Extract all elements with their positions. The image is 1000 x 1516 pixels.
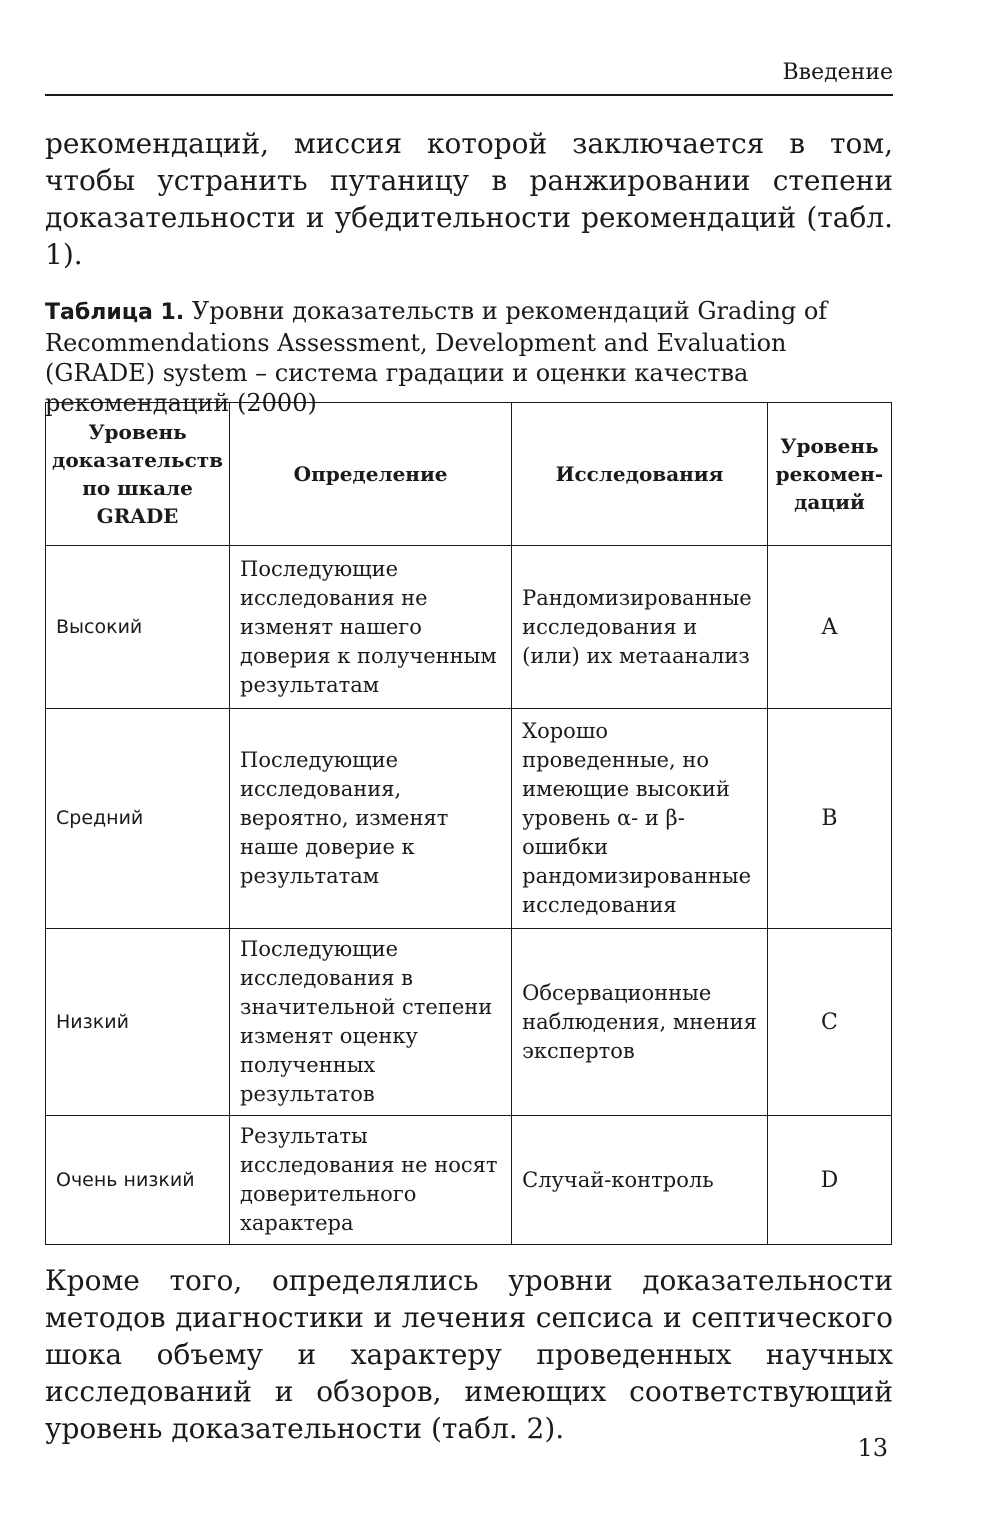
cell-recommendation: D: [767, 1116, 891, 1245]
paragraph-top: рекомендаций, миссия которой заключается в том, чтобы устранить путаницу в ранжировании степени доказательности и убедительности рекомендаций (табл. 1).: [45, 127, 893, 271]
cell-recommendation: A: [767, 546, 891, 709]
cell-definition: Результаты исследования не носят доверительного характера: [230, 1116, 512, 1245]
table-caption-text: Уровни доказательств и рекомендаций Grading of Recommendations Assessment, Development and Evaluation (GRADE) system – система градации и оценки качества рекомендаций (2000): [45, 297, 828, 417]
paragraph-bottom: Кроме того, определялись уровни доказательности методов диагностики и лечения сепсиса и септического шока объему и характеру проведенных научных исследований и обзоров, имеющих соответствующий уровень доказательности (табл. 2).: [45, 1264, 893, 1445]
header-title: Введение: [782, 60, 893, 85]
table-row: [46, 546, 892, 709]
table-row: [46, 929, 892, 1116]
table-caption: [45, 296, 893, 418]
table-header-row: [46, 403, 892, 546]
table-caption-label: Таблица 1.: [45, 300, 185, 325]
running-header: [45, 60, 893, 96]
table-row: [46, 1116, 892, 1245]
cell-studies: Рандомизированные исследования и (или) их метаанализ: [512, 546, 768, 709]
cell-studies: Хорошо проведенные, но имеющие высокий уровень α- и β-ошибки рандомизированные исследования: [512, 709, 768, 929]
header-studies: Исследования: [512, 403, 768, 546]
cell-definition: Последующие исследования не изменят нашего доверия к полученным результатам: [230, 546, 512, 709]
cell-level: Средний: [46, 709, 230, 929]
cell-definition: Последующие исследования в значительной степени изменят оценку полученных результатов: [230, 929, 512, 1116]
cell-studies: Обсервационные наблюдения, мнения экспертов: [512, 929, 768, 1116]
cell-definition: Последующие исследования, вероятно, изменят наше доверие к результатам: [230, 709, 512, 929]
header-definition: Определение: [230, 403, 512, 546]
cell-studies: Случай-контроль: [512, 1116, 768, 1245]
cell-level: Высокий: [46, 546, 230, 709]
table-row: [46, 709, 892, 929]
cell-recommendation: C: [767, 929, 891, 1116]
header-evidence-level: Уровень доказательств по шкале GRADE: [46, 403, 230, 546]
cell-recommendation: B: [767, 709, 891, 929]
page-number: 13: [857, 1434, 888, 1462]
header-recommendation-level: Уровень рекомен-даций: [767, 403, 891, 546]
cell-level: Очень низкий: [46, 1116, 230, 1245]
cell-level: Низкий: [46, 929, 230, 1116]
grade-table: [45, 402, 892, 1245]
